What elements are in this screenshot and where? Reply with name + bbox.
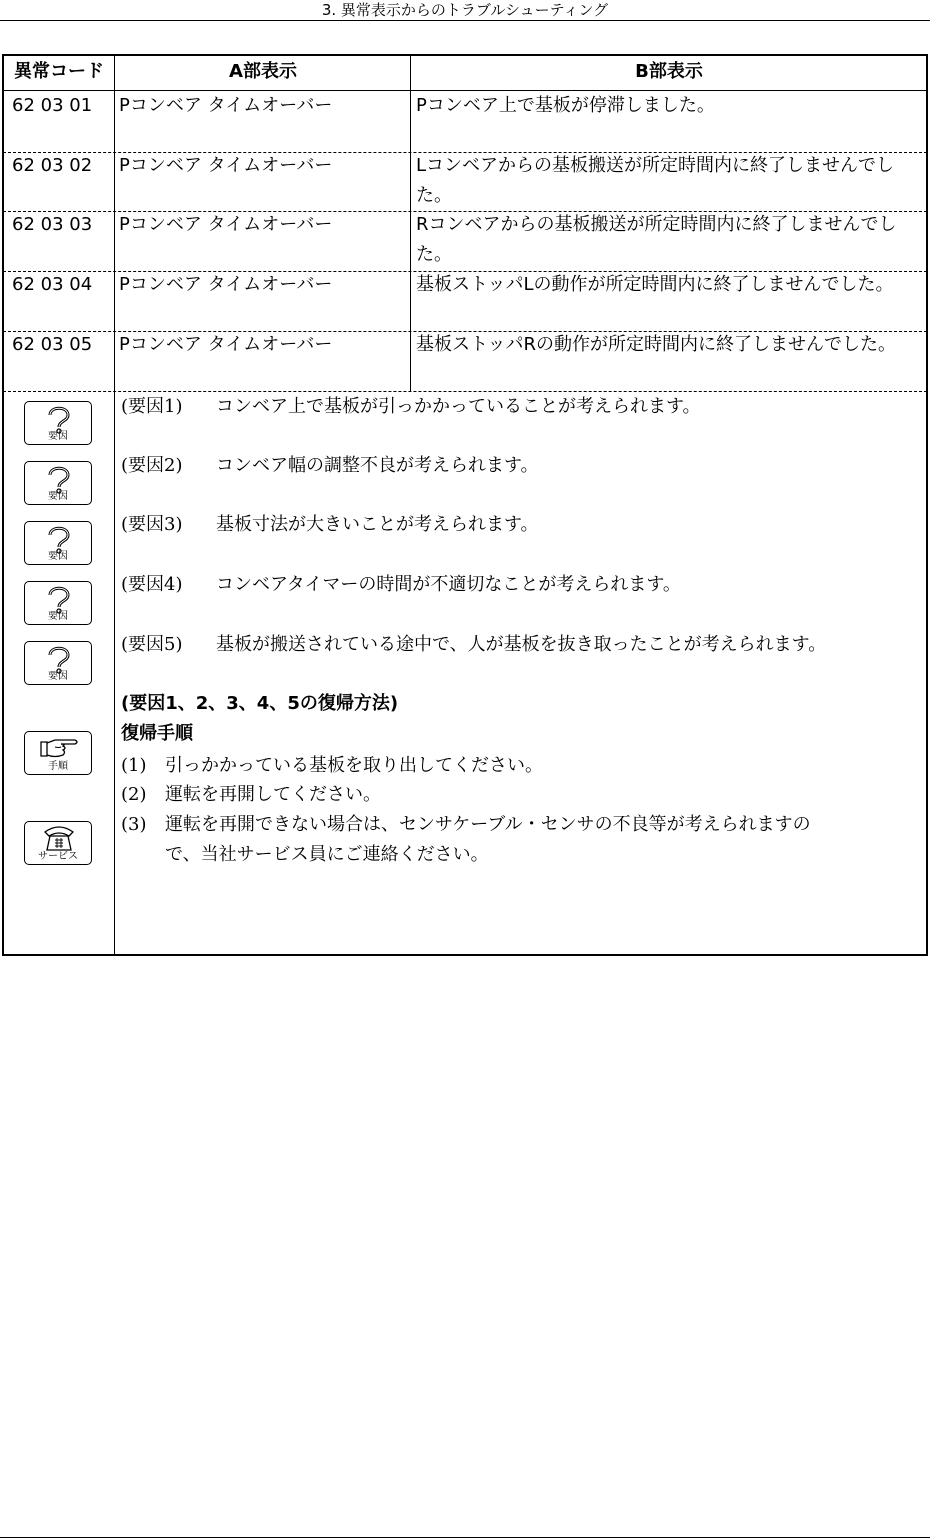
procedure-icon-label: 手順 <box>48 761 68 772</box>
procedure-title: 復帰手順 <box>121 723 193 744</box>
table-col-divider-2 <box>410 55 411 392</box>
column-header-a: A部表示 <box>229 61 297 82</box>
cause-icon <box>24 521 92 565</box>
step-number: (1) <box>121 755 147 776</box>
column-header-b: B部表示 <box>635 61 703 82</box>
procedure-icon <box>24 731 92 775</box>
cause-icon <box>24 461 92 505</box>
cause-text: 基板が搬送されている途中で、人が基板を抜き取ったことが考えられます。 <box>216 634 827 655</box>
cause-text: 基板寸法が大きいことが考えられます。 <box>216 514 539 535</box>
cause-icon <box>24 581 92 625</box>
cause-label: (要因1) <box>121 396 183 417</box>
row-code: 62 03 01 <box>12 95 93 116</box>
step-number: (2) <box>121 784 147 805</box>
column-header-code: 異常コード <box>14 61 104 82</box>
cause-label: (要因4) <box>121 574 183 595</box>
row-b-display: 基板ストッパLの動作が所定時間内に終了しませんでした。 <box>416 274 894 295</box>
cause-icon-label: 要因 <box>48 431 68 442</box>
cause-item <box>121 512 539 538</box>
cause-icon <box>24 641 92 685</box>
procedure-step <box>121 751 543 781</box>
row-divider <box>3 391 927 392</box>
service-icon <box>24 821 92 865</box>
step-text: 引っかかっている基板を取り出してください。 <box>165 755 543 776</box>
row-b-display: Pコンベア上で基板が停滞しました。 <box>416 95 715 116</box>
service-icon-label: サービス <box>38 851 78 862</box>
page-header-title: 3. 異常表示からのトラブルシューティング <box>321 1 609 19</box>
cause-icon-label: 要因 <box>48 491 68 502</box>
cause-item <box>121 394 701 420</box>
footer-rule <box>0 1537 930 1538</box>
row-code: 62 03 04 <box>12 274 93 295</box>
cause-label: (要因5) <box>121 634 183 655</box>
row-a-display: Pコンベア タイムオーバー <box>119 155 333 176</box>
cause-icon-label: 要因 <box>48 671 68 682</box>
row-a-display: Pコンベア タイムオーバー <box>119 95 333 116</box>
recovery-heading: (要因1、2、3、4、5の復帰方法) <box>121 693 399 714</box>
row-a-display: Pコンベア タイムオーバー <box>119 214 333 235</box>
step-number: (3) <box>121 814 147 835</box>
row-a-display: Pコンベア タイムオーバー <box>119 334 333 355</box>
row-code: 62 03 05 <box>12 334 93 355</box>
procedure-step-continuation: で、当社サービス員にご連絡ください。 <box>165 844 489 865</box>
procedure-step <box>121 780 381 810</box>
cause-label: (要因3) <box>121 514 183 535</box>
row-code: 62 03 03 <box>12 214 93 235</box>
row-b-display: Lコンベアからの基板搬送が所定時間内に終了しませんでした。 <box>416 155 895 206</box>
cause-item <box>121 453 539 479</box>
row-b-display: 基板ストッパRの動作が所定時間内に終了しませんでした。 <box>416 334 896 355</box>
cause-icon-label: 要因 <box>48 611 68 622</box>
header-rule <box>0 20 930 21</box>
cause-item <box>121 632 826 658</box>
cause-text: コンベア上で基板が引っかかっていることが考えられます。 <box>216 396 701 417</box>
row-code: 62 03 02 <box>12 155 93 176</box>
cause-text: コンベア幅の調整不良が考えられます。 <box>216 455 539 476</box>
step-text: 運転を再開できない場合は、センサケーブル・センサの不良等が考えられますの <box>165 814 811 835</box>
table-col-divider-1 <box>114 55 115 955</box>
row-b-display: Rコンベアからの基板搬送が所定時間内に終了しませんでした。 <box>416 214 897 265</box>
cause-text: コンベアタイマーの時間が不適切なことが考えられます。 <box>216 574 681 595</box>
cause-icon <box>24 401 92 445</box>
step-text: 運転を再開してください。 <box>165 784 381 805</box>
cause-icon-label: 要因 <box>48 551 68 562</box>
procedure-step <box>121 810 811 840</box>
row-a-display: Pコンベア タイムオーバー <box>119 274 333 295</box>
cause-item <box>121 572 681 598</box>
cause-label: (要因2) <box>121 455 183 476</box>
